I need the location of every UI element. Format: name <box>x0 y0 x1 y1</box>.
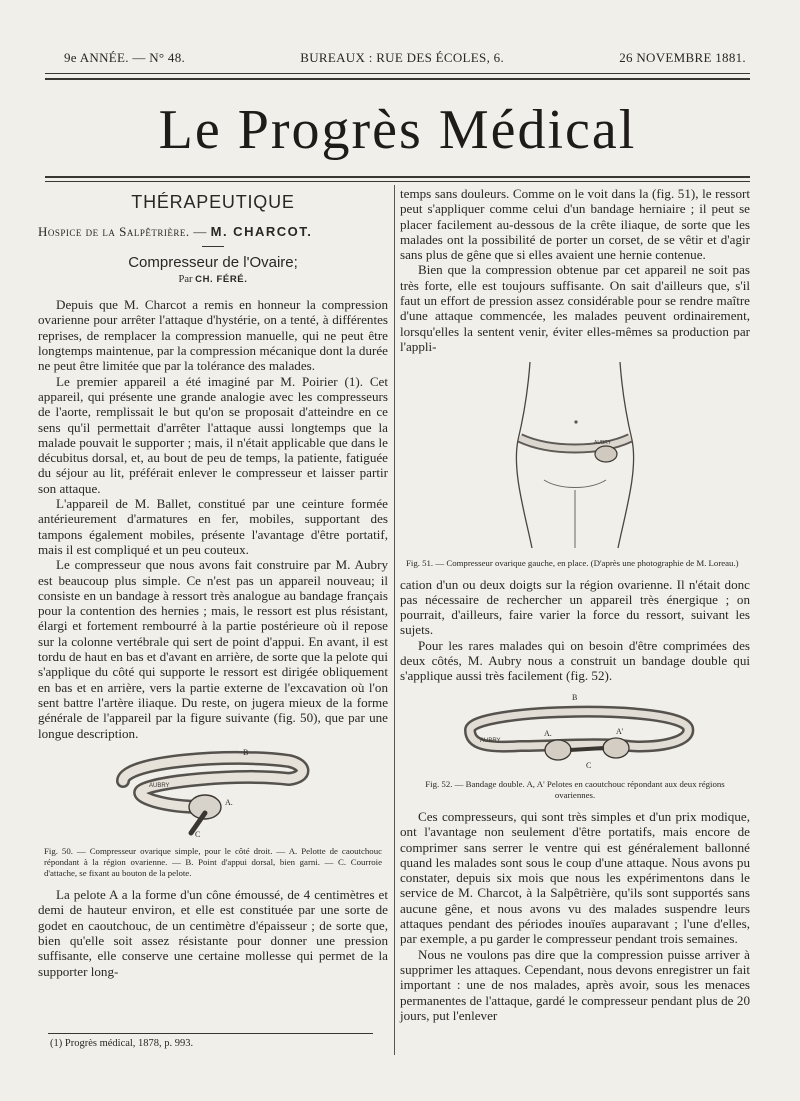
byline-par: Par <box>178 273 193 285</box>
fig51-aubry-label: AUBRY <box>594 440 612 447</box>
hospice-name: Hospice de la Salpêtrière. — <box>38 224 207 240</box>
footnote: (1) Progrès médical, 1878, p. 993. <box>50 1038 194 1049</box>
issue-number: 9e ANNÉE. — N° 48. <box>64 50 186 65</box>
fig52-label-a-prime: A' <box>616 726 624 736</box>
footnote-rule <box>48 1033 373 1034</box>
figure-51 <box>400 360 750 553</box>
journal-title: Le Progrès Médical <box>158 99 637 161</box>
issue-date: 26 NOVEMBRE 1881. <box>619 50 746 65</box>
fig50-label-c: C <box>195 829 201 839</box>
paragraph: L'appareil de M. Ballet, constitué par une ceinture formée antérieurement d'armatures en fer, mobiles, supportant des tampons également mobiles, présente l'avantage d'être portatif, mais il est compliqué et un peu couteux. <box>38 496 388 557</box>
torso-with-compressor-illustration <box>510 360 640 550</box>
paragraph: Pour les rares malades qui on besoin d'être comprimées des deux côtés, M. Aubry nous a construit un bandage double qui s'applique aussi très facilement (fig. 52). <box>400 637 750 684</box>
paragraph: Le premier appareil a été imaginé par M. Poirier (1). Cet appareil, qui présente une grande analogie avec les compresseurs de l'aorte, remplissait le but qu'on se proposait d'atteindre en ce sens qu'il permettait d'arrêter l'attaque aussi longtemps que la malade pouvait le supporter ; mais, il n'était applicable que dans le décubitus dorsal, et, au bout de peu de temps, la patiente, fatiguée du séjour au lit, préférait enlever le compresseur et laisser partir son attaque. <box>38 373 388 496</box>
fig52-label-a: A. <box>544 728 552 738</box>
header-rule-top <box>45 73 750 74</box>
fig52-label-c: C <box>586 760 592 770</box>
title-rule-bottom <box>45 181 750 182</box>
title-rule-top <box>45 176 750 178</box>
figure-52-caption: Fig. 52. — Bandage double. A, A' Pelotes en caoutchouc répondant aux deux régions ovariennes. <box>425 778 725 800</box>
short-divider <box>202 246 224 247</box>
article-title: Compresseur de l'Ovaire; <box>128 253 298 271</box>
paragraph: Ces compresseurs, qui sont très simples et d'un prix modique, ont l'avantage non seulement d'être portatifs, mais encore de comprimer sans serrer le ventre qui est généralement ballonné quand les malades sont sous le coup d'une attaque. Nous avons pu constater, depuis six mois que nous les expérimentons dans le service de M. Charcot, à la Salpêtrière, qu'ils sont supportés sans aucune gêne, et nous avons vu des malades suspendre leurs attaques pendant des périodes inouïes auparavant ; l'une d'elles, par exemple, a pu garder le compresseur pendant trois semaines. <box>400 808 750 947</box>
doctor-name: M. CHARCOT. <box>210 224 313 240</box>
fig52-aubry-label: AUBRY <box>480 737 501 744</box>
header-rule-bottom <box>45 78 750 80</box>
paragraph: cation d'un ou deux doigts sur la région ovarienne. Il n'était donc pas nécessaire de rechercher un appareil très énergique ; on pourrait, d'ailleurs, faire varier la force du ressort, suivant les sujets. <box>400 576 750 638</box>
fig50-label-b: B <box>243 747 249 757</box>
paragraph: Bien que la compression obtenue par cet appareil ne soit pas très forte, elle est toujours suffisante. On sait d'ailleurs que, s'il faut un effort de pression assez considérable pour se rendre maître d'une attaque commencée, les malades peuvent ordinairement, lorsqu'elles la sentent venir, éviter elles-mêmes sa production par l'appli- <box>400 262 750 354</box>
issue-header <box>64 50 746 66</box>
section-heading: THÉRAPEUTIQUE <box>131 192 295 212</box>
single-compressor-illustration <box>93 747 333 839</box>
double-bandage-illustration <box>440 690 710 772</box>
fig52-label-b: B <box>572 692 578 702</box>
figure-51-caption: Fig. 51. — Compresseur ovarique gauche, en place. (D'après une photographie de M. Loreau.) <box>406 557 739 568</box>
left-column <box>38 192 388 979</box>
paragraph: Le compresseur que nous avons fait construire par M. Aubry est beaucoup plus simple. Ce n'est pas un appareil nouveau; il consiste en un bandage à ressort très analogue au bandage français pour la contention des hernies ; mais, le ressort est plus résistant, élargi et fortement rembourré à la partie postérieure où il repose sur la colonne vertébrale qui sert de point d'appui. En avant, il est tordu de haut en bas et d'avant en arrière, de sorte que la pelote qui s'applique du côté qui supporte le ressort est dirigée obliquement en bas et en arrière, vers la partie externe de l'excavation où l'on sent battre l'artère iliaque. Du reste, on jugera mieux de la forme générale de l'appareil par la figure suivante (fig. 50), que par une longue description. <box>38 557 388 741</box>
fig50-label-a: A. <box>225 797 233 807</box>
figure-50-caption: Fig. 50. — Compresseur ovarique simple, pour le côté droit. — A. Pelotte de caoutchouc répondant à la région ovarienne. — B. Point d'appui dorsal, bien garni. — C. Courroie d'attache, se fixant au bouton de la pelote. <box>44 846 382 879</box>
paragraph: Nous ne voulons pas dire que la compression puisse arriver à supprimer les attaques. Cependant, nous devons enregistrer un fait important : une de nos malades, après avoir, sous les menaces permanentes de l'attaque, gardé le compresseur pendant plus de 20 jours, put l'enlever <box>400 946 750 1023</box>
paragraph: La pelote A a la forme d'un cône émoussé, de 4 centimètres et demi de hauteur environ, et elle est constituée par une sorte de godet en caoutchouc, de un centimètre d'épaisseur ; de sorte que, bien qu'elle soit assez résistante pour donner une pression suffisante, elle conserve une certaine mollesse qui permet de la supporter long- <box>38 887 388 979</box>
office-address: BUREAUX : RUE DES ÉCOLES, 6. <box>300 50 505 65</box>
hospice-line <box>38 224 388 239</box>
figure-52 <box>400 690 750 775</box>
byline <box>38 272 388 287</box>
figure-50 <box>38 747 388 842</box>
fig50-aubry-label: AUBRY <box>149 782 170 789</box>
paragraph: temps sans douleurs. Comme on le voit dans la (fig. 51), le ressort peut s'appliquer comme celui d'un bandage herniaire ; il peut se placer facilement au-dessous de la crête iliaque, de sorte que les malades ont la possibilité de porter un corset, de se vêtir et d'agir sans plus de gêne que si elles avaient une hernie contenue. <box>400 186 750 263</box>
right-column <box>400 186 750 1023</box>
paragraph: Depuis que M. Charcot a remis en honneur la compression ovarienne pour arrêter l'attaque d'hystérie, on a tenté, à différentes reprises, de remplacer la compression manuelle, qui ne peut être longtemps maintenue, par la compression mécanique dont la durée ne peut être limitée que par la tolérance des malades. <box>38 297 388 374</box>
byline-author: CH. FÉRÉ. <box>195 273 248 285</box>
column-divider <box>394 185 395 1055</box>
